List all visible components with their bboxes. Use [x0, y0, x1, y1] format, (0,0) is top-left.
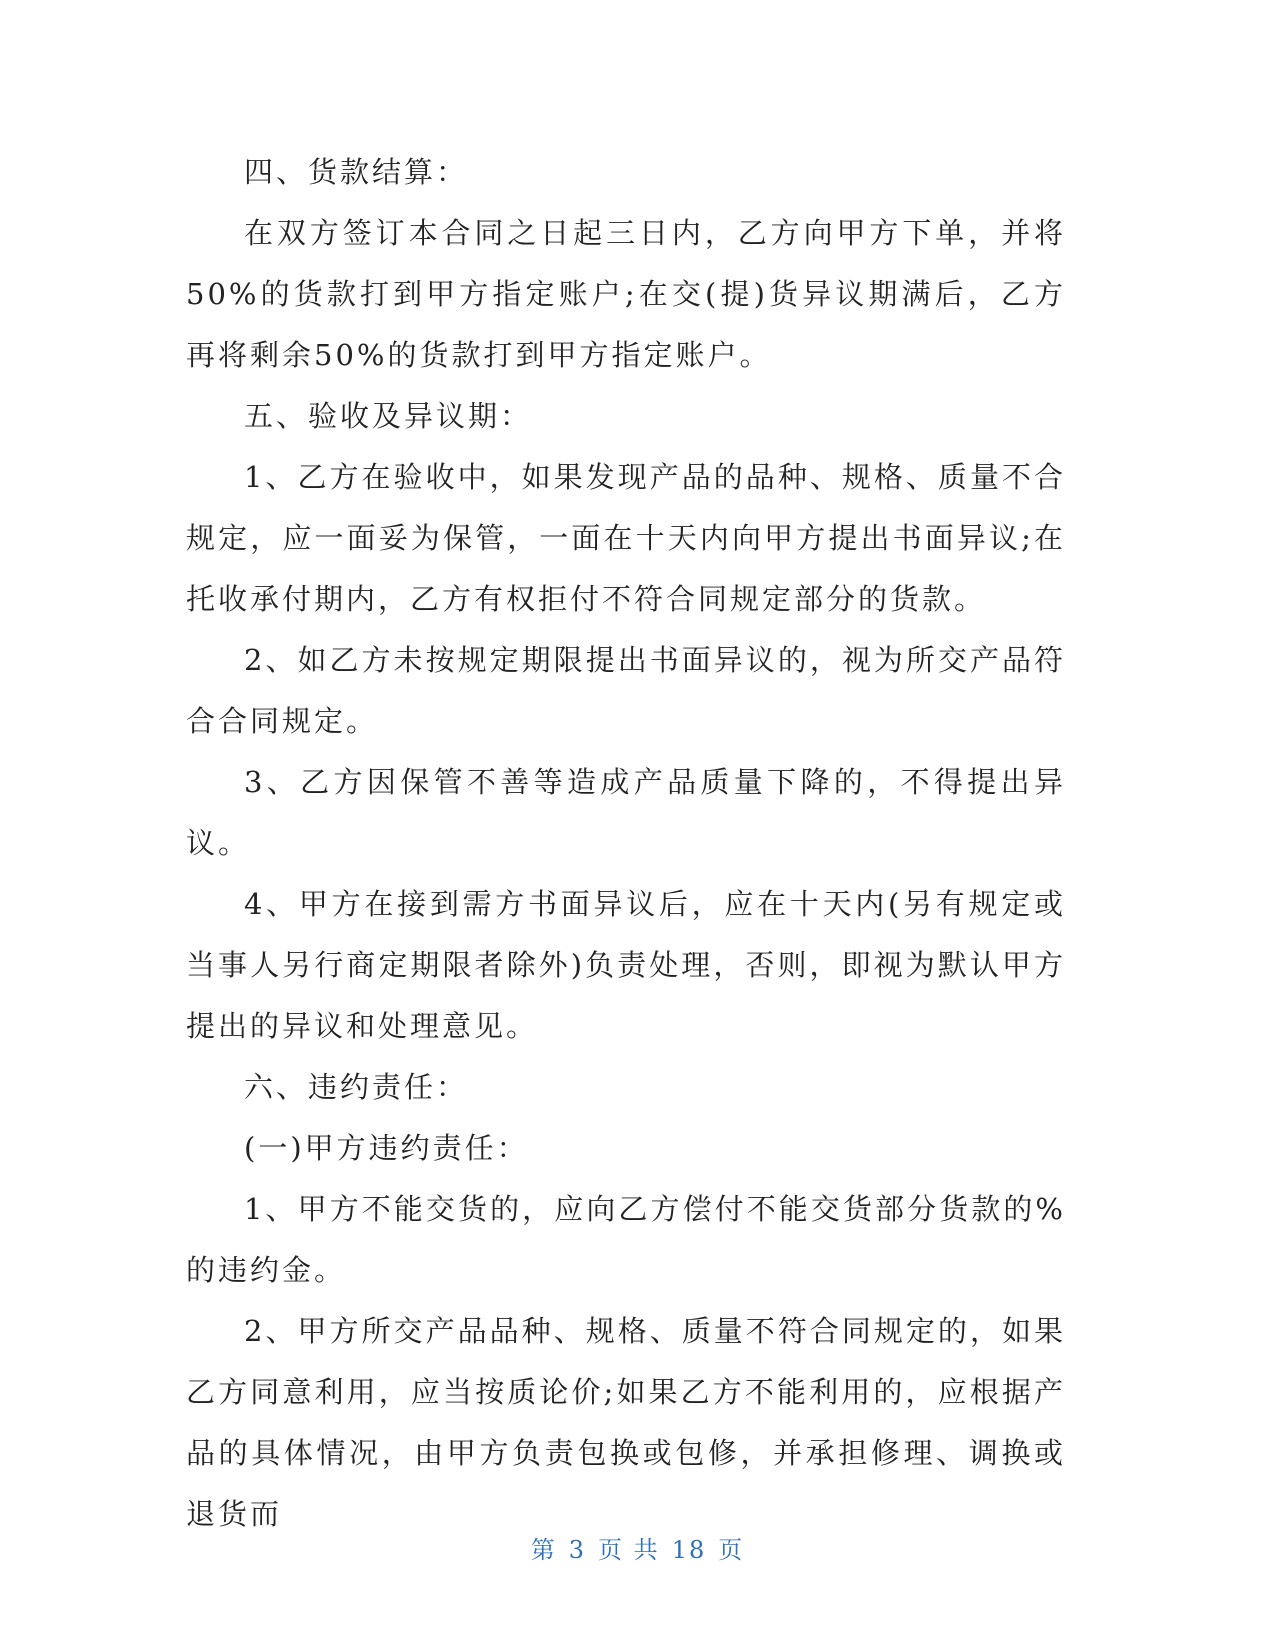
contract-body	[186, 142, 1066, 1545]
section-heading-inspection: 五、验收及异议期：	[244, 399, 533, 433]
page-current: 3	[568, 1536, 587, 1564]
paragraph-liability-1: 1、甲方不能交货的，应向乙方偿付不能交货部分货款的%的违约金。	[186, 1192, 1066, 1287]
page-suffix: 页	[718, 1536, 745, 1564]
page-total: 18	[671, 1536, 707, 1564]
paragraph-inspection-4: 4、甲方在接到需方书面异议后，应在十天内(另有规定或当事人另行商定期限者除外)负责处理，否则，即视为默认甲方提出的异议和处理意见。	[186, 887, 1066, 1043]
subsection-heading-party-a: (一)甲方违约责任：	[244, 1131, 529, 1165]
section-heading-payment: 四、货款结算：	[244, 155, 469, 189]
paragraph-inspection-3: 3、乙方因保管不善等造成产品质量下降的，不得提出异议。	[186, 765, 1066, 860]
paragraph-inspection-2: 2、如乙方未按规定期限提出书面异议的，视为所交产品符合合同规定。	[186, 643, 1066, 738]
section-heading-liability: 六、违约责任：	[244, 1070, 469, 1104]
paragraph-liability-2: 2、甲方所交产品品种、规格、质量不符合同规定的，如果乙方同意利用，应当按质论价;如果乙方不能利用的，应根据产品的具体情况，由甲方负责包换或包修，并承担修理、调换或退货而	[186, 1314, 1066, 1531]
page-footer	[0, 1530, 1275, 1565]
paragraph-inspection-1: 1、乙方在验收中，如果发现产品的品种、规格、质量不合规定，应一面妥为保管，一面在十天内向甲方提出书面异议;在托收承付期内，乙方有权拒付不符合同规定部分的货款。	[186, 460, 1066, 616]
paragraph-payment-terms: 在双方签订本合同之日起三日内，乙方向甲方下单，并将50%的货款打到甲方指定账户;在交(提)货异议期满后，乙方再将剩余50%的货款打到甲方指定账户。	[186, 216, 1066, 372]
page-prefix: 第	[530, 1536, 557, 1564]
page-mid: 页 共	[598, 1536, 660, 1564]
